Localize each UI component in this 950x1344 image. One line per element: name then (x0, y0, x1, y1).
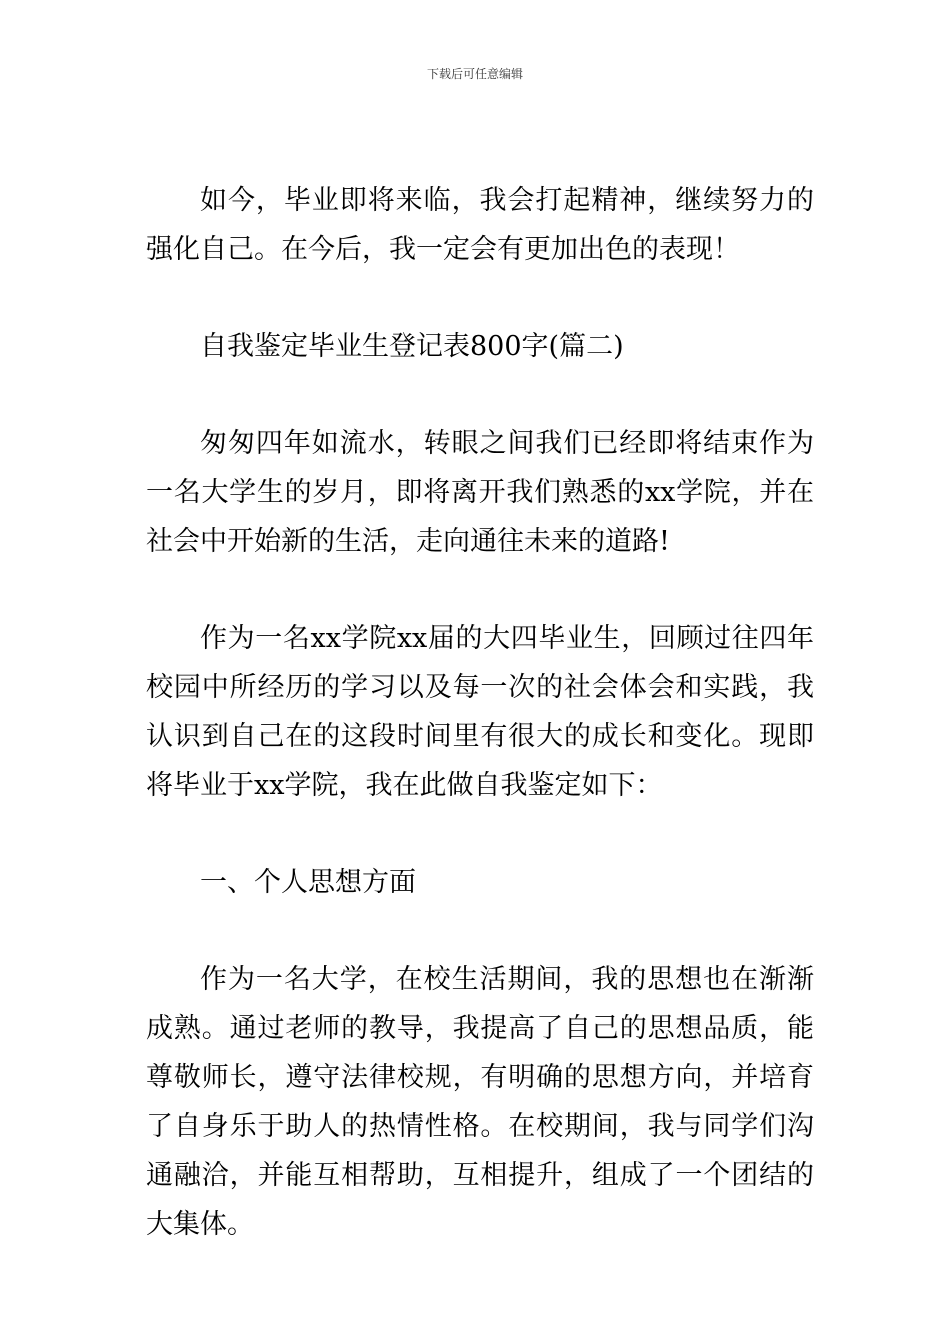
paragraph-intro: 匆匆四年如流水，转眼之间我们已经即将结束作为一名大学生的岁月，即将离开我们熟悉的xx学院，并在社会中开始新的生活，走向通往未来的道路! (146, 428, 814, 557)
header-note: 下载后可任意编辑 (426, 67, 523, 81)
section-title: 自我鉴定毕业生登记表800字(篇二) (200, 331, 624, 362)
paragraph-review: 作为一名xx学院xx届的大四毕业生，回顾过往四年校园中所经历的学习以及每一次的社会体会和实践，我认识到自己在的这段时间里有很大的成长和变化。现即将毕业于xx学院，我在此做自我鉴定如下： (146, 623, 814, 801)
paragraph-conclusion: 如今，毕业即将来临，我会打起精神，继续努力的强化自己。在今后，我一定会有更加出色的表现！ (146, 185, 814, 265)
document-body (146, 176, 814, 1249)
subsection-title-thought: 一、个人思想方面 (200, 867, 416, 898)
paragraph-thought: 作为一名大学，在校生活期间，我的思想也在渐渐成熟。通过老师的教导，我提高了自己的思想品质，能尊敬师长，遵守法律校规，有明确的思想方向，并培育了自身乐于助人的热情性格。在校期间，我与同学们沟通融洽，并能互相帮助，互相提升，组成了一个团结的大集体。 (146, 964, 814, 1240)
